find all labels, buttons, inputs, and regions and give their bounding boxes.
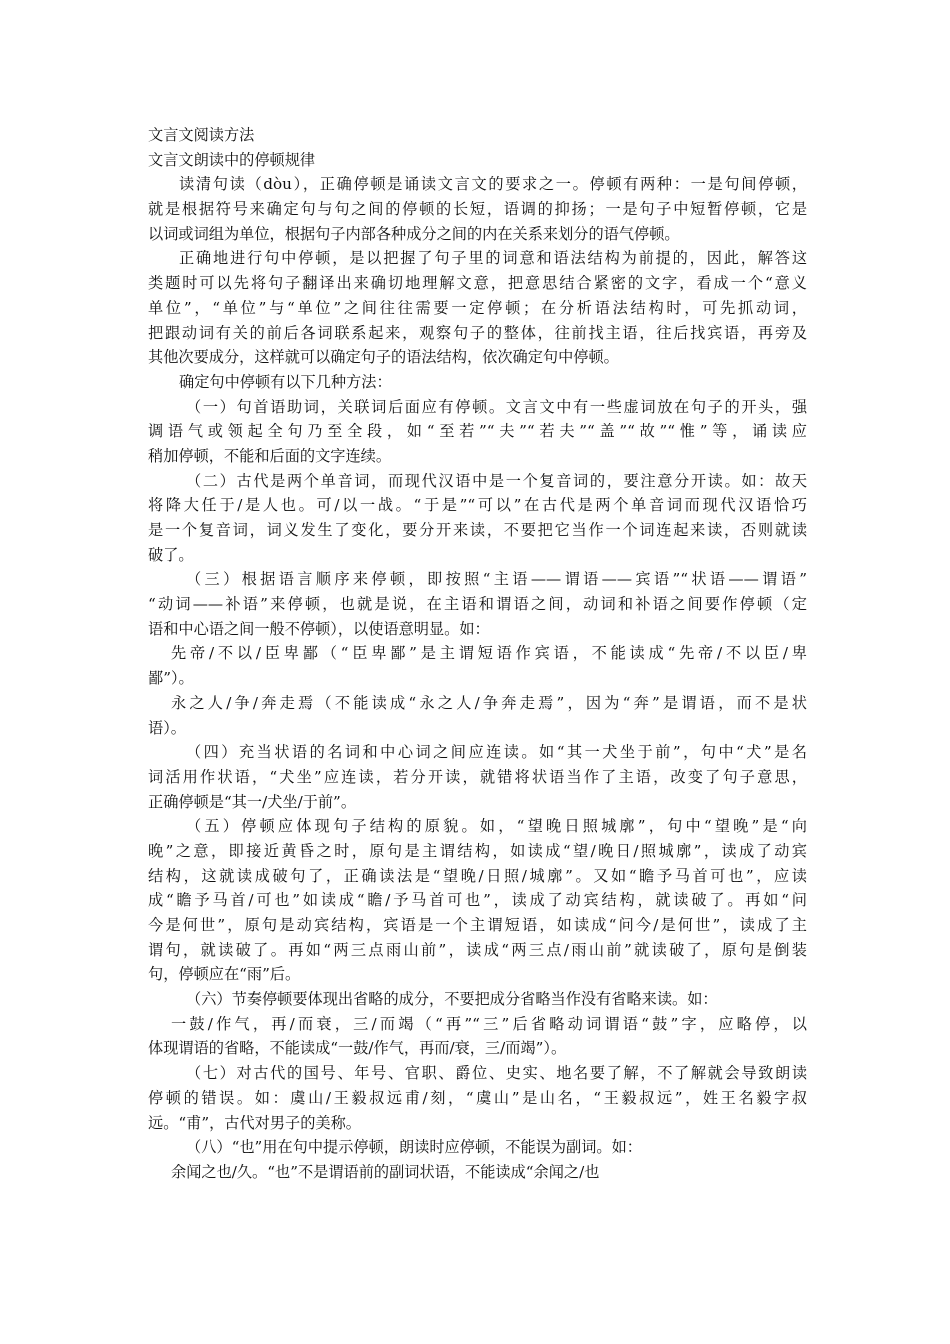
text-line: 就是根据符号来确定句与句之间的停顿的长短，语调的抑扬；一是句子中短暂停顿，它是 — [148, 200, 807, 219]
text-line: （八）“也”用在句中提示停顿，朗读时应停顿，不能误为副词。如： — [186, 1138, 642, 1157]
text-line: 停顿的错误。如：虞山/王毅叔远甫/刻，“虞山”是山名，“王毅叔远”，姓王名毅字叔 — [148, 1088, 807, 1107]
text-line: 远。“甫”，古代对男子的美称。 — [148, 1113, 361, 1132]
document-body — [148, 123, 807, 1185]
text-line: （三）根据语言顺序来停顿，即按照“主语——谓语——宾语”“状语——谓语” — [186, 570, 807, 589]
text-line: 体现谓语的省略，不能读成“一鼓/作气，再而/衰，三/而竭”）。 — [148, 1039, 567, 1058]
document-title: 文言文阅读方法 — [148, 126, 255, 144]
text-line: 结构，这就读成破句了，正确读法是“望晚/日照/城廓”。又如“瞻予马首可也”，应读 — [148, 866, 807, 885]
text-line: 晚”之意，即接近黄昏之时，原句是主谓结构，如读成“望/晚日/照城廓”，读成了动宾 — [148, 841, 807, 860]
text-line: 破了。 — [148, 545, 194, 564]
text-line: 单位”，“单位”与“单位”之间往往需要一定停顿；在分析语法结构时，可先抓动词， — [148, 298, 807, 317]
text-line: 其他次要成分，这样就可以确定句子的语法结构，依次确定句中停顿。 — [148, 348, 619, 367]
text-line: 成“瞻予马首/可也”如读成“瞻/予马首可也”，读成了动宾结构，就读破了。再如“问 — [148, 891, 807, 910]
text-line: 余闻之也/久。“也”不是谓语前的副词状语，不能读成“余闻之/也 — [171, 1162, 600, 1181]
text-line: 将降大任于/是人也。可/以一战。“于是”“可以”在古代是两个单音词而现代汉语恰巧 — [148, 496, 807, 515]
text-line: 谓句，就读破了。再如“两三点雨山前”，读成“两三点/雨山前”就读破了，原句是倒装 — [148, 940, 807, 959]
text-line: 确定句中停顿有以下几种方法： — [179, 372, 392, 391]
text-line: 是一个复音词，词义发生了变化，要分开来读，不要把它当作一个词连起来读，否则就读 — [148, 521, 807, 539]
text-line: 把跟动词有关的前后各词联系起来，观察句子的整体，往前找主语，往后找宾语，再旁及 — [148, 323, 807, 342]
text-line: 以词或词组为单位，根据句子内部各种成分之间的内在关系来划分的语气停顿。 — [148, 224, 680, 243]
text-line: （一）句首语助词，关联词后面应有停顿。文言文中有一些虚词放在句子的开头，强 — [186, 397, 807, 416]
text-line: 语和中心语之间一般不停顿），以使语意明显。如： — [148, 619, 490, 638]
text-line: 稍加停顿，不能和后面的文字连续。 — [148, 446, 391, 465]
text-line: （六）节奏停顿要体现出省略的成分，不要把成分省略当作没有省略来读。如： — [186, 990, 718, 1009]
text-line: （七）对古代的国号、年号、官职、爵位、史实、地名要了解，不了解就会导致朗读 — [186, 1064, 807, 1083]
text-line: （四）充当状语的名词和中心词之间应连读。如“其一犬坐于前”，句中“犬”是名 — [186, 743, 807, 762]
text-line: 句，停顿应在“雨”后。 — [148, 965, 301, 984]
text-line: 语）。 — [148, 718, 186, 737]
text-line: 永之人/争/奔走焉（不能读成“永之人/争奔走焉”，因为“奔”是谓语，而不是状 — [171, 693, 807, 712]
text-line: 读清句读（dòu），正确停顿是诵读文言文的要求之一。停顿有两种：一是句间停顿， — [179, 175, 807, 194]
text-line: 调语气或领起全句乃至全段，如“至若”“夫”“若夫”“盖”“故”“惟”等，诵读应 — [148, 422, 807, 441]
text-line: （五）停顿应体现句子结构的原貌。如，“望晚日照城廓”，句中“望晚”是“向 — [186, 817, 807, 836]
text-line: 正确地进行句中停顿，是以把握了句子里的词意和语法结构为前提的，因此，解答这 — [179, 249, 807, 268]
text-line: 正确停顿是“其一/犬坐/于前”。 — [148, 792, 357, 811]
text-line: （二）古代是两个单音词，而现代汉语中是一个复音词的，要注意分开读。如：故天 — [186, 471, 807, 490]
text-line: “动词——补语”来停顿，也就是说，在主语和谓语之间，动词和补语之间要作停顿（定 — [148, 595, 807, 614]
text-line: 一鼓/作气，再/而衰，三/而竭（“再”“三”后省略动词谓语“鼓”字，应略停，以 — [171, 1014, 807, 1033]
text-line: 鄙”）。 — [148, 669, 194, 688]
text-line: 类题时可以先将句子翻译出来确切地理解文意，把意思结合紧密的文字，看成一个“意义 — [148, 274, 807, 293]
text-line: 今是何世”，原句是动宾结构，宾语是一个主谓短语，如读成“问今/是何世”，读成了主 — [148, 916, 807, 934]
text-line: 词活用作状语，“犬坐”应连读，若分开读，就错将状语当作了主语，改变了句子意思， — [148, 767, 807, 786]
section-heading: 文言文朗读中的停顿规律 — [148, 150, 316, 169]
text-line: 先帝/不以/臣卑鄙（“臣卑鄙”是主谓短语作宾语，不能读成“先帝/不以臣/卑 — [171, 644, 807, 663]
